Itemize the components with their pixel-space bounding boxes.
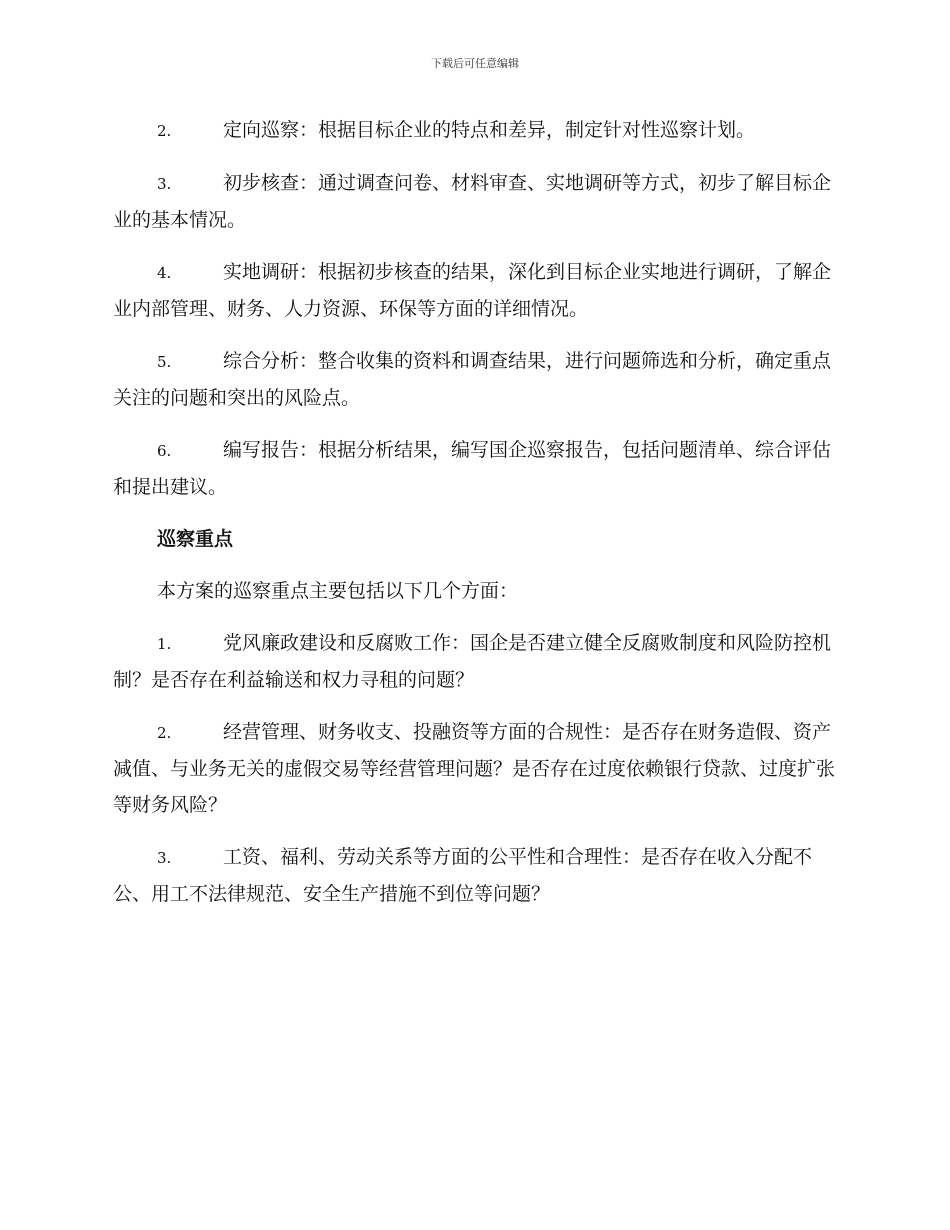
focus-item-3 [113, 839, 837, 912]
process-step-2 [113, 112, 837, 149]
list-text: 经营管理、财务收支、投融资等方面的合规性：是否存在财务造假、资产减值、与业务无关的虚假交易等经营管理问题？是否存在过度依赖银行贷款、过度扩张等财务风险？ [113, 721, 836, 816]
page-header: 下载后可任意编辑 [431, 57, 519, 70]
list-text: 实地调研：根据初步核查的结果，深化到目标企业实地进行调研，了解企业内部管理、财务、人力资源、环保等方面的详细情况。 [113, 261, 832, 320]
list-text: 工资、福利、劳动关系等方面的公平性和合理性：是否存在收入分配不公、用工不法律规范、安全生产措施不到位等问题？ [113, 846, 813, 905]
list-number: 2. [157, 724, 172, 742]
list-number: 3. [157, 175, 172, 193]
list-text: 综合分析：整合收集的资料和调查结果，进行问题筛选和分析，确定重点关注的问题和突出的风险点。 [113, 350, 832, 409]
process-step-6 [113, 432, 837, 505]
list-text: 定向巡察：根据目标企业的特点和差异，制定针对性巡察计划。 [223, 119, 756, 141]
process-step-5 [113, 343, 837, 416]
section-heading: 巡察重点 [157, 528, 234, 550]
list-number: 2. [157, 122, 172, 140]
list-number: 1. [157, 635, 172, 653]
list-text: 编写报告：根据分析结果，编写国企巡察报告，包括问题清单、综合评估和提出建议。 [113, 439, 832, 498]
list-number: 6. [157, 442, 172, 460]
process-step-3 [113, 165, 837, 238]
list-number: 5. [157, 353, 172, 371]
process-step-4 [113, 254, 837, 327]
list-text: 初步核查：通过调查问卷、材料审查、实地调研等方式，初步了解目标企业的基本情况。 [113, 172, 832, 231]
focus-item-1 [113, 625, 837, 698]
document-body [113, 112, 837, 928]
list-number: 4. [157, 264, 172, 282]
section-intro: 本方案的巡察重点主要包括以下几个方面： [157, 580, 519, 602]
focus-item-2 [113, 714, 837, 823]
list-text: 党风廉政建设和反腐败工作：国企是否建立健全反腐败制度和风险防控机制？是否存在利益输送和权力寻租的问题？ [113, 632, 832, 691]
list-number: 3. [157, 849, 172, 867]
